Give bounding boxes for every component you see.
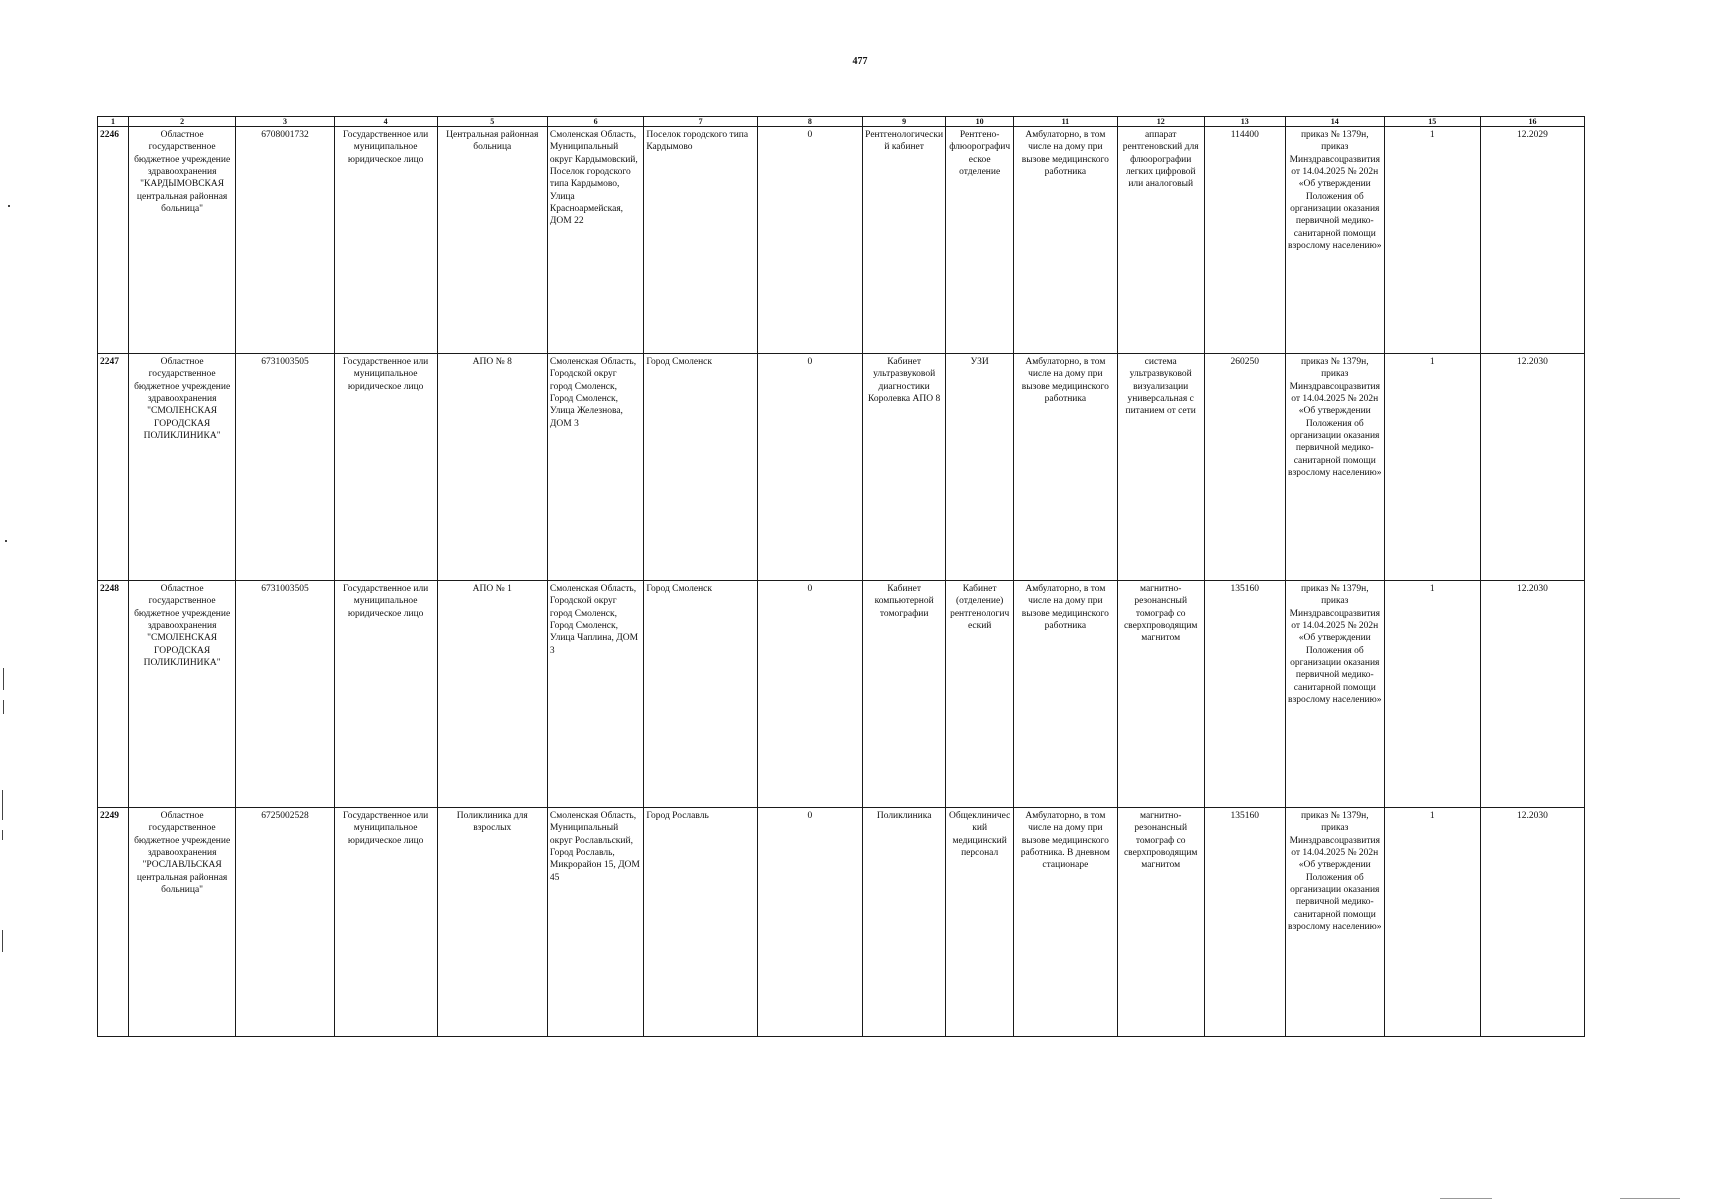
legal-form: Государственное или муниципальное юридическое лицо [334,127,437,354]
quantity: 1 [1384,127,1480,354]
cabinet: Рентгенологический кабинет [862,127,946,354]
column-8-value: 0 [757,581,862,808]
regulation: приказ № 1379н, приказ Минздравсоцразвития от 14.04.2025 № 202н «Об утверждении Положения об организации оказания первичной медико-санитарной помощи взрослому населению» [1285,127,1384,354]
column-8-value: 0 [757,354,862,581]
department: УЗИ [946,354,1013,581]
equipment-code: 260250 [1204,354,1285,581]
table-row [98,354,1585,581]
department: Кабинет (отделение) рентгенологический [946,581,1013,808]
scan-artifact [8,205,10,207]
address: Смоленская Область, Городской округ город Смоленск, Город Смоленск, Улица Чаплина, ДОМ 3 [547,581,643,808]
care-conditions: Амбулаторно, в том числе на дому при вызове медицинского работника. В дневном стационаре [1013,808,1117,1037]
equipment-name: аппарат рентгеновский для флюорографии легких цифровой или аналоговый [1117,127,1204,354]
inn: 6731003505 [236,581,335,808]
equipment-code: 135160 [1204,808,1285,1037]
subdivision: Поликлиника для взрослых [437,808,547,1037]
equipment-name: магнитно-резонансный томограф со сверхпроводящим магнитом [1117,581,1204,808]
scan-artifact [1620,1198,1680,1199]
quantity: 1 [1384,354,1480,581]
column-header: 12 [1117,117,1204,127]
column-header: 8 [757,117,862,127]
column-header: 14 [1285,117,1384,127]
organization-name: Областное государственное бюджетное учреждение здравоохранения "РОСЛАВЛЬСКАЯ центральная районная больница" [129,808,236,1037]
equipment-register-table [97,116,1585,1037]
header-row [98,117,1585,127]
row-number: 2247 [98,354,129,581]
cabinet: Поликлиника [862,808,946,1037]
scan-artifact [3,668,4,690]
due-date: 12.2030 [1480,354,1584,581]
column-header: 10 [946,117,1013,127]
legal-form: Государственное или муниципальное юридическое лицо [334,808,437,1037]
scan-artifact [1440,1198,1492,1199]
locality: Поселок городского типа Кардымово [644,127,758,354]
row-number: 2249 [98,808,129,1037]
regulation: приказ № 1379н, приказ Минздравсоцразвития от 14.04.2025 № 202н «Об утверждении Положения об организации оказания первичной медико-санитарной помощи взрослому населению» [1285,581,1384,808]
due-date: 12.2030 [1480,581,1584,808]
column-header: 7 [644,117,758,127]
legal-form: Государственное или муниципальное юридическое лицо [334,581,437,808]
address: Смоленская Область, Городской округ город Смоленск, Город Смоленск, Улица Железнова, ДОМ 3 [547,354,643,581]
locality: Город Смоленск [644,581,758,808]
equipment-name: система ультразвуковой визуализации универсальная с питанием от сети [1117,354,1204,581]
column-header: 2 [129,117,236,127]
subdivision: АПО № 8 [437,354,547,581]
column-header: 5 [437,117,547,127]
organization-name: Областное государственное бюджетное учреждение здравоохранения "КАРДЫМОВСКАЯ центральная районная больница" [129,127,236,354]
column-8-value: 0 [757,127,862,354]
equipment-code: 135160 [1204,581,1285,808]
care-conditions: Амбулаторно, в том числе на дому при вызове медицинского работника [1013,354,1117,581]
equipment-name: магнитно-резонансный томограф со сверхпроводящим магнитом [1117,808,1204,1037]
column-header: 1 [98,117,129,127]
quantity: 1 [1384,808,1480,1037]
scan-artifact [2,930,3,952]
column-header: 6 [547,117,643,127]
subdivision: Центральная районная больница [437,127,547,354]
table-row [98,581,1585,808]
column-header: 11 [1013,117,1117,127]
scan-artifact [3,700,4,714]
due-date: 12.2030 [1480,808,1584,1037]
column-header: 4 [334,117,437,127]
department: Рентгено-флюорографическое отделение [946,127,1013,354]
locality: Город Смоленск [644,354,758,581]
row-number: 2248 [98,581,129,808]
scan-artifact [2,790,3,820]
scan-artifact [2,830,3,840]
care-conditions: Амбулаторно, в том числе на дому при вызове медицинского работника [1013,581,1117,808]
row-number: 2246 [98,127,129,354]
inn: 6708001732 [236,127,335,354]
page-number: 477 [852,56,868,67]
table-row [98,808,1585,1037]
column-header: 9 [862,117,946,127]
inn: 6731003505 [236,354,335,581]
address: Смоленская Область, Муниципальный округ Рославльский, Город Рославль, Микрорайон 15, ДОМ 45 [547,808,643,1037]
regulation: приказ № 1379н, приказ Минздравсоцразвития от 14.04.2025 № 202н «Об утверждении Положения об организации оказания первичной медико-санитарной помощи взрослому населению» [1285,354,1384,581]
department: Общеклинический медицинский персонал [946,808,1013,1037]
column-header: 13 [1204,117,1285,127]
regulation: приказ № 1379н, приказ Минздравсоцразвития от 14.04.2025 № 202н «Об утверждении Положения об организации оказания первичной медико-санитарной помощи взрослому населению» [1285,808,1384,1037]
cabinet: Кабинет компьютерной томографии [862,581,946,808]
care-conditions: Амбулаторно, в том числе на дому при вызове медицинского работника [1013,127,1117,354]
due-date: 12.2029 [1480,127,1584,354]
legal-form: Государственное или муниципальное юридическое лицо [334,354,437,581]
cabinet: Кабинет ультразвуковой диагностики Королевка АПО 8 [862,354,946,581]
locality: Город Рославль [644,808,758,1037]
column-8-value: 0 [757,808,862,1037]
table-row [98,127,1585,354]
column-header: 15 [1384,117,1480,127]
equipment-code: 114400 [1204,127,1285,354]
column-header: 16 [1480,117,1584,127]
inn: 6725002528 [236,808,335,1037]
subdivision: АПО № 1 [437,581,547,808]
organization-name: Областное государственное бюджетное учреждение здравоохранения "СМОЛЕНСКАЯ ГОРОДСКАЯ ПОЛИКЛИНИКА" [129,354,236,581]
address: Смоленская Область, Муниципальный округ Кардымовский, Поселок городского типа Кардымово, Улица Красноармейская, ДОМ 22 [547,127,643,354]
quantity: 1 [1384,581,1480,808]
organization-name: Областное государственное бюджетное учреждение здравоохранения "СМОЛЕНСКАЯ ГОРОДСКАЯ ПОЛИКЛИНИКА" [129,581,236,808]
column-header: 3 [236,117,335,127]
scan-artifact [5,540,7,542]
